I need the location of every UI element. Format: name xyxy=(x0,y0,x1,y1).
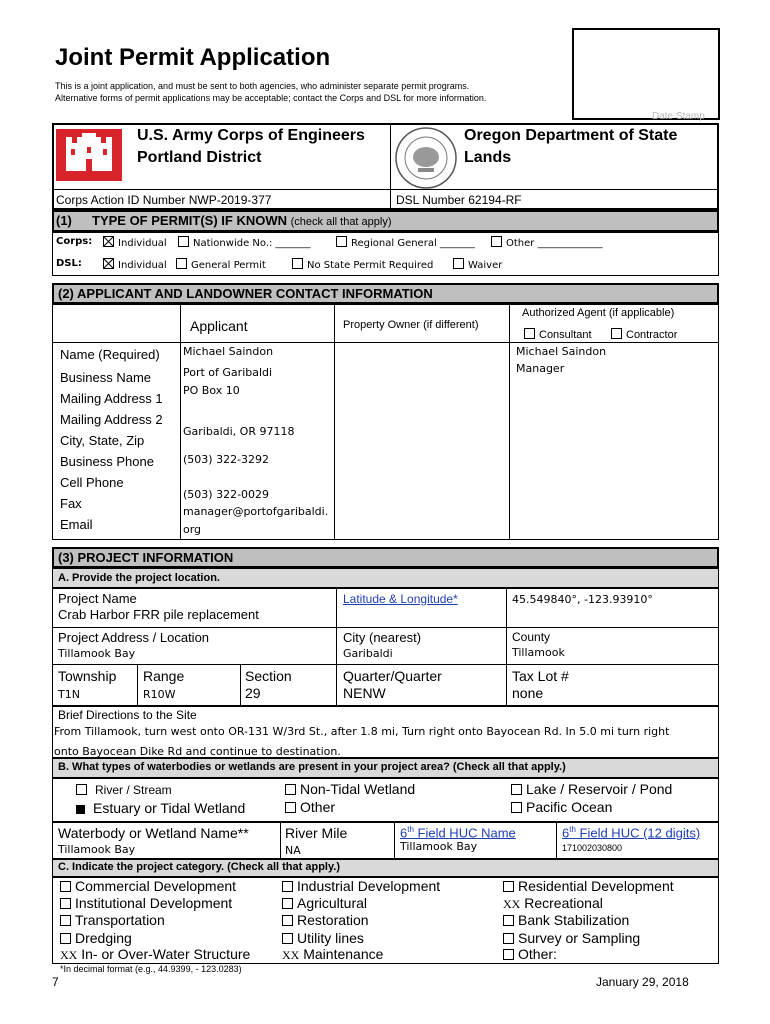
section3a-title: A. Provide the project location. xyxy=(58,572,220,584)
section-value[interactable]: 29 xyxy=(245,685,261,701)
township-label: Township xyxy=(58,668,117,684)
river-mile-value[interactable]: NA xyxy=(285,844,301,857)
checkbox-icon xyxy=(611,328,622,339)
cat-residential[interactable]: Residential Development xyxy=(503,878,674,894)
label-fax: Fax xyxy=(60,496,82,511)
corps-regional[interactable]: Regional General _______ xyxy=(336,236,475,249)
date-stamp-label: Date Stamp xyxy=(652,111,705,122)
page-number: 7 xyxy=(52,975,59,989)
section3b-title: B. What types of waterbodies or wetlands are present in your project area? (Check all that apply.) xyxy=(58,761,566,773)
section3-title: (3) PROJECT INFORMATION xyxy=(58,550,234,565)
huc-number-value[interactable]: 171002030800 xyxy=(562,843,623,853)
project-name[interactable]: Crab Harbor FRR pile replacement xyxy=(58,607,259,622)
corps-nationwide[interactable]: Nationwide No.: _______ xyxy=(178,236,311,249)
owner-header: Property Owner (if different) xyxy=(343,319,479,331)
checkbox-icon xyxy=(503,949,514,960)
section1-title-wrap xyxy=(92,213,392,228)
checkbox-icon xyxy=(491,236,502,247)
checkbox-icon xyxy=(178,236,189,247)
cat-utility[interactable]: Utility lines xyxy=(282,930,364,946)
taxlot-label: Tax Lot # xyxy=(512,668,569,684)
city-value[interactable]: Garibaldi xyxy=(343,647,393,660)
river-mile-label: River Mile xyxy=(285,825,348,841)
directions-label: Brief Directions to the Site xyxy=(58,708,197,722)
cat-restoration[interactable]: Restoration xyxy=(282,912,369,928)
applicant-header: Applicant xyxy=(190,318,248,334)
cat-other[interactable]: Other: xyxy=(503,946,557,962)
corps-district: Portland District xyxy=(137,149,262,166)
city-label: City (nearest) xyxy=(343,630,422,645)
applicant-address-1[interactable]: PO Box 10 xyxy=(183,384,240,397)
checkbox-icon xyxy=(285,784,296,795)
label-email: Email xyxy=(60,517,93,532)
dsl-number: DSL Number 62194-RF xyxy=(396,193,522,207)
wb-river[interactable]: River / Stream xyxy=(76,783,172,797)
applicant-fax[interactable]: (503) 322-0029 xyxy=(183,488,270,501)
section3c-title: C. Indicate the project category. (Check all that apply.) xyxy=(58,861,340,873)
checkbox-icon xyxy=(503,933,514,944)
checkbox-icon xyxy=(503,915,514,926)
range-label: Range xyxy=(143,668,185,684)
checkbox-checked-icon xyxy=(103,258,114,269)
township-value[interactable]: T1N xyxy=(58,688,80,701)
checkbox-icon xyxy=(282,915,293,926)
section2-title: (2) APPLICANT AND LANDOWNER CONTACT INFORMATION xyxy=(58,286,433,301)
applicant-name[interactable]: Michael Saindon xyxy=(183,345,274,358)
checkbox-icon xyxy=(292,258,303,269)
checkbox-icon xyxy=(511,802,522,813)
cat-transportation[interactable]: Transportation xyxy=(60,912,165,928)
section-label: Section xyxy=(245,668,292,684)
page-title: Joint Permit Application xyxy=(55,44,331,71)
checkbox-icon xyxy=(524,328,535,339)
dsl-label: DSL: xyxy=(56,258,82,269)
dsl-name: Oregon Department of State xyxy=(464,127,678,144)
taxlot-value[interactable]: none xyxy=(512,685,544,701)
checkbox-icon xyxy=(176,258,187,269)
footnote: *In decimal format (e.g., 44.9399, - 123.0283) xyxy=(60,964,242,974)
wb-lake[interactable]: Lake / Reservoir / Pond xyxy=(511,781,672,797)
label-name: Name (Required) xyxy=(60,347,160,362)
wb-nontidal[interactable]: Non-Tidal Wetland xyxy=(285,781,415,797)
agent-name[interactable]: Michael Saindon xyxy=(516,345,607,358)
huc-name-link[interactable]: 6th Field HUC Name xyxy=(400,825,516,841)
qq-label: Quarter/Quarter xyxy=(343,668,442,684)
label-business-name: Business Name xyxy=(60,370,152,385)
county-value[interactable]: Tillamook xyxy=(512,646,565,659)
checkbox-icon xyxy=(282,881,293,892)
cat-recreational[interactable]: XX Recreational xyxy=(503,895,603,911)
dsl-general-permit[interactable]: General Permit xyxy=(176,258,266,271)
checkbox-icon xyxy=(282,933,293,944)
checkbox-icon xyxy=(336,236,347,247)
section1-title: TYPE OF PERMIT(S) IF KNOWN xyxy=(92,213,287,228)
checkbox-icon xyxy=(511,784,522,795)
label-mailing-2: Mailing Address 2 xyxy=(60,412,163,427)
wb-pacific[interactable]: Pacific Ocean xyxy=(511,799,612,815)
checkbox-icon xyxy=(453,258,464,269)
label-mailing-1: Mailing Address 1 xyxy=(60,391,163,406)
cat-industrial[interactable]: Industrial Development xyxy=(282,878,440,894)
huc-number-link[interactable]: 6th Field HUC (12 digits) xyxy=(562,825,701,841)
agent-title[interactable]: Manager xyxy=(516,362,565,375)
applicant-phone[interactable]: (503) 322-3292 xyxy=(183,453,270,466)
directions-line2[interactable]: onto Bayocean Dike Rd and continue to destination. xyxy=(54,745,341,758)
oregon-state-seal xyxy=(394,126,458,190)
label-city-state-zip: City, State, Zip xyxy=(60,433,145,448)
dsl-no-state-permit[interactable]: No State Permit Required xyxy=(292,258,433,271)
footer-date: January 29, 2018 xyxy=(596,975,689,989)
checkbox-checked-icon xyxy=(103,236,114,247)
wb-name-label: Waterbody or Wetland Name** xyxy=(58,825,249,841)
range-value[interactable]: R10W xyxy=(143,688,176,701)
section1-num: (1) xyxy=(56,213,72,228)
corps-name: U.S. Army Corps of Engineers xyxy=(137,127,365,144)
dsl-individual[interactable]: Individual xyxy=(103,258,167,271)
directions-line1[interactable]: From Tillamook, turn west onto OR-131 W/3rd St., after 1.8 mi, Turn right onto Bayocean Rd. In 5.0 mi turn right xyxy=(54,725,670,738)
wb-other[interactable]: Other xyxy=(285,799,335,815)
date-stamp-box xyxy=(572,28,720,120)
corps-castle-logo xyxy=(56,129,122,181)
applicant-business[interactable]: Port of Garibaldi xyxy=(183,366,273,379)
huc-name-value[interactable]: Tillamook Bay xyxy=(400,840,478,853)
corps-other[interactable]: Other _____________ xyxy=(491,236,603,249)
agent-header: Authorized Agent (if applicable) xyxy=(522,307,675,319)
cat-maintenance[interactable]: XX Maintenance xyxy=(282,946,384,962)
checkbox-icon xyxy=(282,898,293,909)
applicant-email-line2[interactable]: org xyxy=(183,523,202,536)
corps-individual[interactable]: Individual xyxy=(103,236,167,249)
section1-note: (check all that apply) xyxy=(290,216,392,228)
county-label: County xyxy=(512,630,551,644)
latlong-link[interactable]: Latitude & Longitude* xyxy=(343,592,458,606)
cat-institutional[interactable]: Institutional Development xyxy=(60,895,232,911)
cat-dredging[interactable]: Dredging xyxy=(60,930,132,946)
wb-name-value[interactable]: Tillamook Bay xyxy=(58,843,136,856)
cat-agricultural[interactable]: Agricultural xyxy=(282,895,367,911)
dsl-name-2: Lands xyxy=(464,149,512,166)
dsl-waiver[interactable]: Waiver xyxy=(453,258,502,271)
label-business-phone: Business Phone xyxy=(60,454,154,469)
label-cell-phone: Cell Phone xyxy=(60,475,124,490)
checkbox-icon xyxy=(60,898,71,909)
project-name-label: Project Name xyxy=(58,591,137,606)
cat-bank-stabilization[interactable]: Bank Stabilization xyxy=(503,912,629,928)
checkbox-icon xyxy=(60,933,71,944)
latlong-value[interactable]: 45.549840°, -123.93910° xyxy=(512,593,653,606)
cat-inwater-structure[interactable]: XX In- or Over-Water Structure xyxy=(60,946,251,962)
checkbox-icon xyxy=(60,915,71,926)
applicant-city[interactable]: Garibaldi, OR 97118 xyxy=(183,425,295,438)
wb-estuary[interactable]: Estuary or Tidal Wetland xyxy=(76,800,245,816)
address-value[interactable]: Tillamook Bay xyxy=(58,647,136,660)
checkbox-icon xyxy=(76,784,87,795)
consultant-option[interactable]: Consultant xyxy=(524,328,592,341)
intro-text-1: This is a joint application, and must be sent to both agencies, who administer separate permit programs. xyxy=(55,81,470,91)
address-label: Project Address / Location xyxy=(58,630,210,645)
corps-action-id: Corps Action ID Number NWP-2019-377 xyxy=(56,193,272,207)
cat-survey[interactable]: Survey or Sampling xyxy=(503,930,640,946)
checkbox-icon xyxy=(503,881,514,892)
applicant-email-line1[interactable]: manager@portofgaribaldi. xyxy=(183,505,329,518)
qq-value[interactable]: NENW xyxy=(343,685,386,701)
cat-commercial[interactable]: Commercial Development xyxy=(60,878,236,894)
contractor-option[interactable]: Contractor xyxy=(611,328,677,341)
checkbox-icon xyxy=(285,802,296,813)
corps-label: Corps: xyxy=(56,236,93,247)
checkbox-filled-icon xyxy=(76,805,85,814)
checkbox-icon xyxy=(60,881,71,892)
intro-text-2: Alternative forms of permit applications may be acceptable; contact the Corps and DSL for more information. xyxy=(55,93,487,103)
